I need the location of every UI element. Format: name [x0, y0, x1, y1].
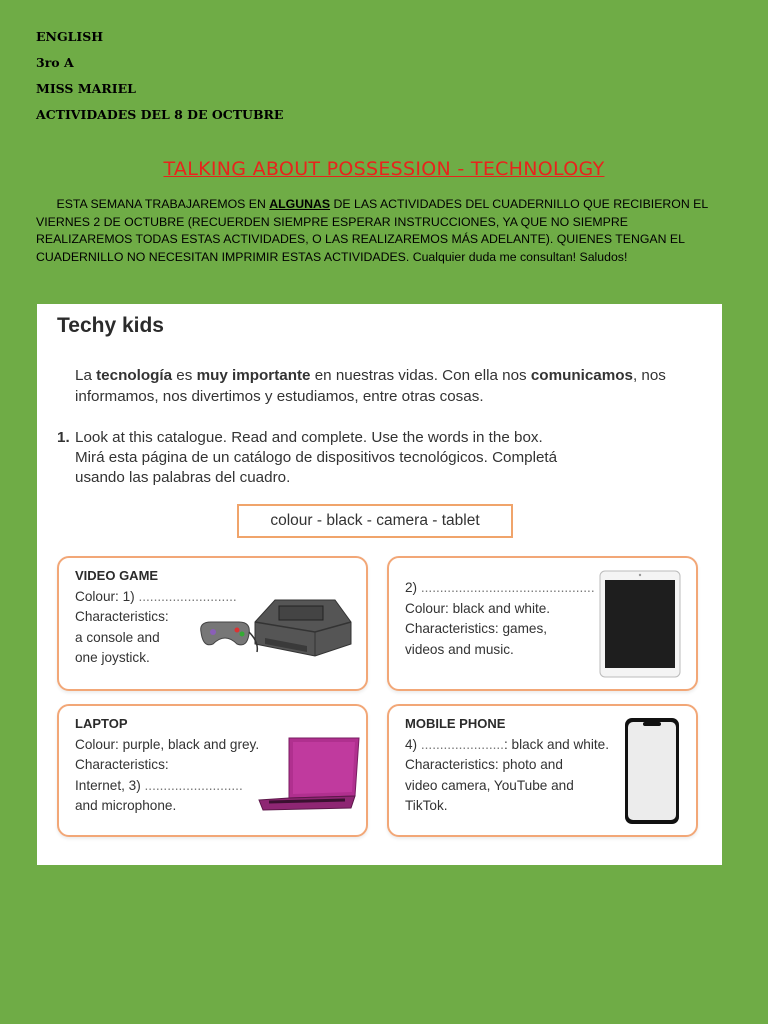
intro-part: en nuestras vidas. Con ella nos [310, 367, 531, 384]
blank-2[interactable]: .............................................. [420, 580, 595, 595]
video-game-card [57, 556, 368, 691]
activities-date-label: ACTIVIDADES DEL 8 DE OCTUBRE [36, 107, 284, 122]
card-line: 2) [405, 580, 418, 595]
tablet-icon [599, 570, 683, 680]
card-heading: MOBILE PHONE [405, 716, 506, 731]
laptop-icon [255, 734, 365, 814]
header-info [36, 24, 283, 128]
instruction-line: Look at this catalogue. Read and complete. Use the words in the box. [75, 429, 543, 446]
card-line: TikTok. [405, 798, 448, 813]
exercise-instruction [57, 428, 707, 488]
card-line: Colour: 1) [75, 588, 135, 604]
intro-part: es [172, 367, 197, 384]
card-line: : black and white. [503, 736, 610, 752]
card-line: videos and music. [405, 641, 514, 657]
intro-keyword: ALGUNAS [269, 197, 331, 211]
card-line: one joystick. [75, 650, 150, 665]
mobile-phone-card [387, 704, 698, 837]
word-box: colour - black - camera - tablet [237, 504, 513, 538]
worksheet-title: Techy kids [57, 314, 164, 337]
intro-text-after: DE LAS ACTIVIDADES DEL CUADERNILLO QUE RECIBIERON EL VIERNES 2 DE OCTUBRE (RECUERDEN SIEMPRE ESPERAR INSTRUCCIONES, YA QUE NO SIEMPRE REALIZAREMOS TODAS ESTAS ACTIVIDADES, O LAS REALIZAREMOS MÁS ADELANTE). QUIENES TENGAN EL CUADERNILLO NO NECESITAN IMPRIMIR ESTAS ACTIVIDADES. Cualquier duda me consultan! Saludos! [36, 197, 708, 264]
intro-paragraph [36, 196, 726, 266]
card-line: and microphone. [75, 798, 177, 813]
intro-bold: tecnología [96, 367, 173, 384]
worksheet-intro [75, 365, 715, 407]
game-console-icon [195, 592, 355, 672]
card-line: Internet, 3) [75, 777, 141, 793]
worksheet-image [37, 304, 722, 865]
instruction-line: Mirá esta página de un catálogo de dispositivos tecnológicos. Completá [75, 449, 558, 466]
card-line: Characteristics: games, [405, 621, 548, 636]
card-line: video camera, YouTube and [405, 777, 574, 793]
card-heading: LAPTOP [75, 716, 128, 731]
intro-bold: muy importante [196, 367, 311, 384]
card-line: 4) [405, 736, 418, 752]
instruction-line: usando las palabras del cuadro. [75, 469, 291, 486]
card-line: Characteristics: photo and [405, 757, 563, 772]
card-line: Characteristics: [75, 609, 169, 624]
intro-text-before: ESTA SEMANA TRABAJAREMOS EN [56, 197, 270, 211]
blank-1[interactable]: .......................... [138, 588, 237, 604]
blank-4[interactable]: ...................... [420, 736, 504, 752]
card-line: Colour: black and white. [405, 600, 551, 616]
card-line: Characteristics: [75, 757, 169, 772]
intro-part: La [75, 367, 97, 384]
mobile-phone-icon [623, 716, 681, 828]
teacher-label: MISS MARIEL [36, 81, 136, 96]
intro-bold: comunicamos [530, 367, 633, 384]
tablet-card [387, 556, 698, 691]
card-heading: VIDEO GAME [75, 568, 159, 583]
page-title: TALKING ABOUT POSSESSION - TECHNOLOGY [163, 158, 605, 180]
blank-3[interactable]: .......................... [144, 777, 243, 793]
card-line: Colour: purple, black and grey. [75, 736, 260, 752]
grade-label: 3ro A [36, 55, 74, 70]
subject-label: ENGLISH [36, 29, 104, 44]
intro-part: , nos informamos, nos divertimos y estudiamos, entre otras cosas. [75, 367, 666, 405]
exercise-number: 1. [57, 429, 70, 446]
card-line: a console and [75, 629, 160, 645]
laptop-card [57, 704, 368, 837]
